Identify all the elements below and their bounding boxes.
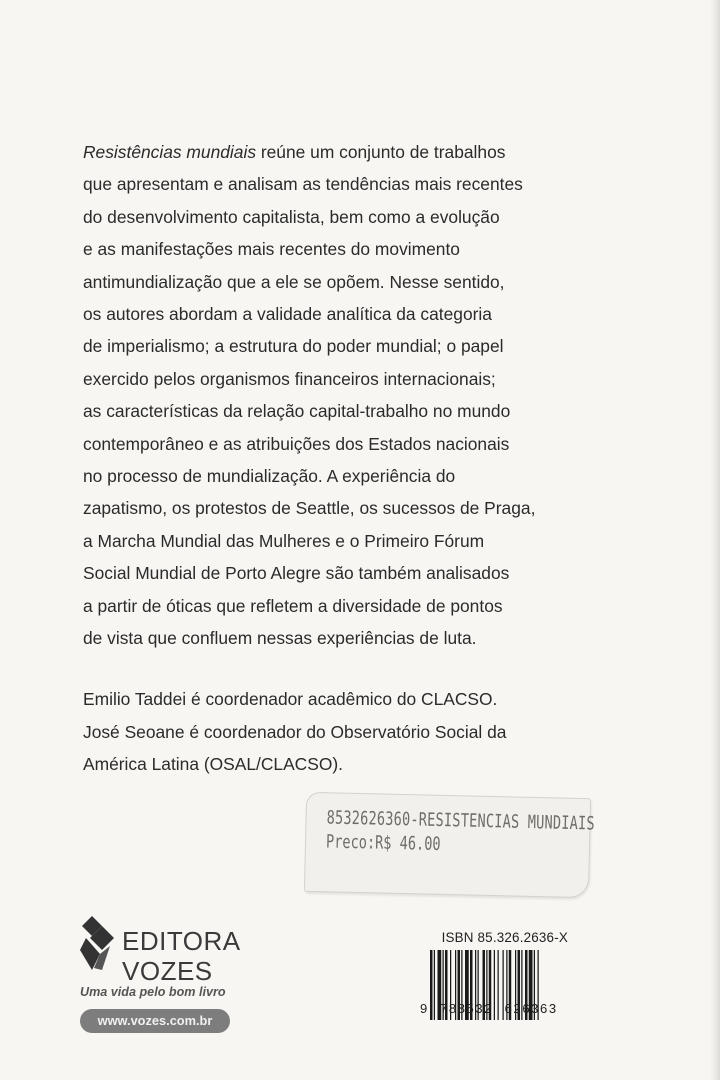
publisher-url: www.vozes.com.br [80,1009,230,1033]
publisher-logo-block [80,912,250,1030]
book-title-italic: Resistências mundiais [83,142,257,162]
ean-first-digit: 9 [420,1001,428,1016]
isbn-barcode-block [420,930,568,1030]
blurb-line: exercido pelos organismos financeiros internacionais; [83,368,496,389]
ean-left-group: 788532 [440,1001,494,1016]
blurb-line: de vista que confluem nessas experiências de luta. [83,628,477,649]
blurb-line: de imperialismo; a estrutura do poder mundial; o papel [83,336,504,357]
publisher-slogan: Uma vida pelo bom livro [80,985,226,999]
author-line: América Latina (OSAL/CLACSO). [83,754,343,775]
isbn-label: ISBN 85.326.2636-X [441,930,568,945]
sticker-price: Preco:R$ 46.00 [325,831,441,856]
back-cover-blurb [83,136,643,655]
blurb-line: contemporâneo e as atribuições dos Estados nacionais [83,433,510,454]
blurb-line: antimundialização que a ele se opõem. Nesse sentido, [83,271,505,292]
blurb-line: Social Mundial de Porto Alegre são também analisados [83,563,510,584]
blurb-line: no processo de mundialização. A experiência do [83,466,456,487]
sticker-isbn-title: 8532626360-RESISTENCIAS MUNDIAIS [326,807,596,835]
author-line: José Seoane é coordenador do Observatório Social da [83,721,507,742]
blurb-line: que apresentam e analisam as tendências mais recentes [83,174,523,195]
publisher-name-line1: EDITORA [122,926,241,956]
blurb-line-1-rest: reúne um conjunto de trabalhos [256,142,506,162]
blurb-line-1 [83,136,643,168]
page-edge-shadow [710,0,720,1080]
publisher-name-line2: VOZES [122,956,213,986]
author-line: Emilio Taddei é coordenador acadêmico do CLACSO. [83,689,498,709]
vozes-diamond-logo-icon [80,912,122,974]
blurb-line: a Marcha Mundial das Mulheres e o Primeiro Fórum [83,530,485,551]
ean-digits [420,1001,570,1016]
blurb-line: os autores abordam a validade analítica da categoria [83,304,492,325]
blurb-line: zapatismo, os protestos de Seattle, os sucessos de Praga, [83,498,536,519]
blurb-line: do desenvolvimento capitalista, bem como a evolução [83,206,500,227]
blurb-line: e as manifestações mais recentes do movimento [83,239,460,260]
blurb-line: as características da relação capital-trabalho no mundo [83,401,511,422]
blurb-line: a partir de óticas que refletem a diversidade de pontos [83,595,503,616]
author-credits [83,683,643,781]
ean-right-group: 626363 [504,1001,558,1016]
price-sticker [304,792,596,898]
